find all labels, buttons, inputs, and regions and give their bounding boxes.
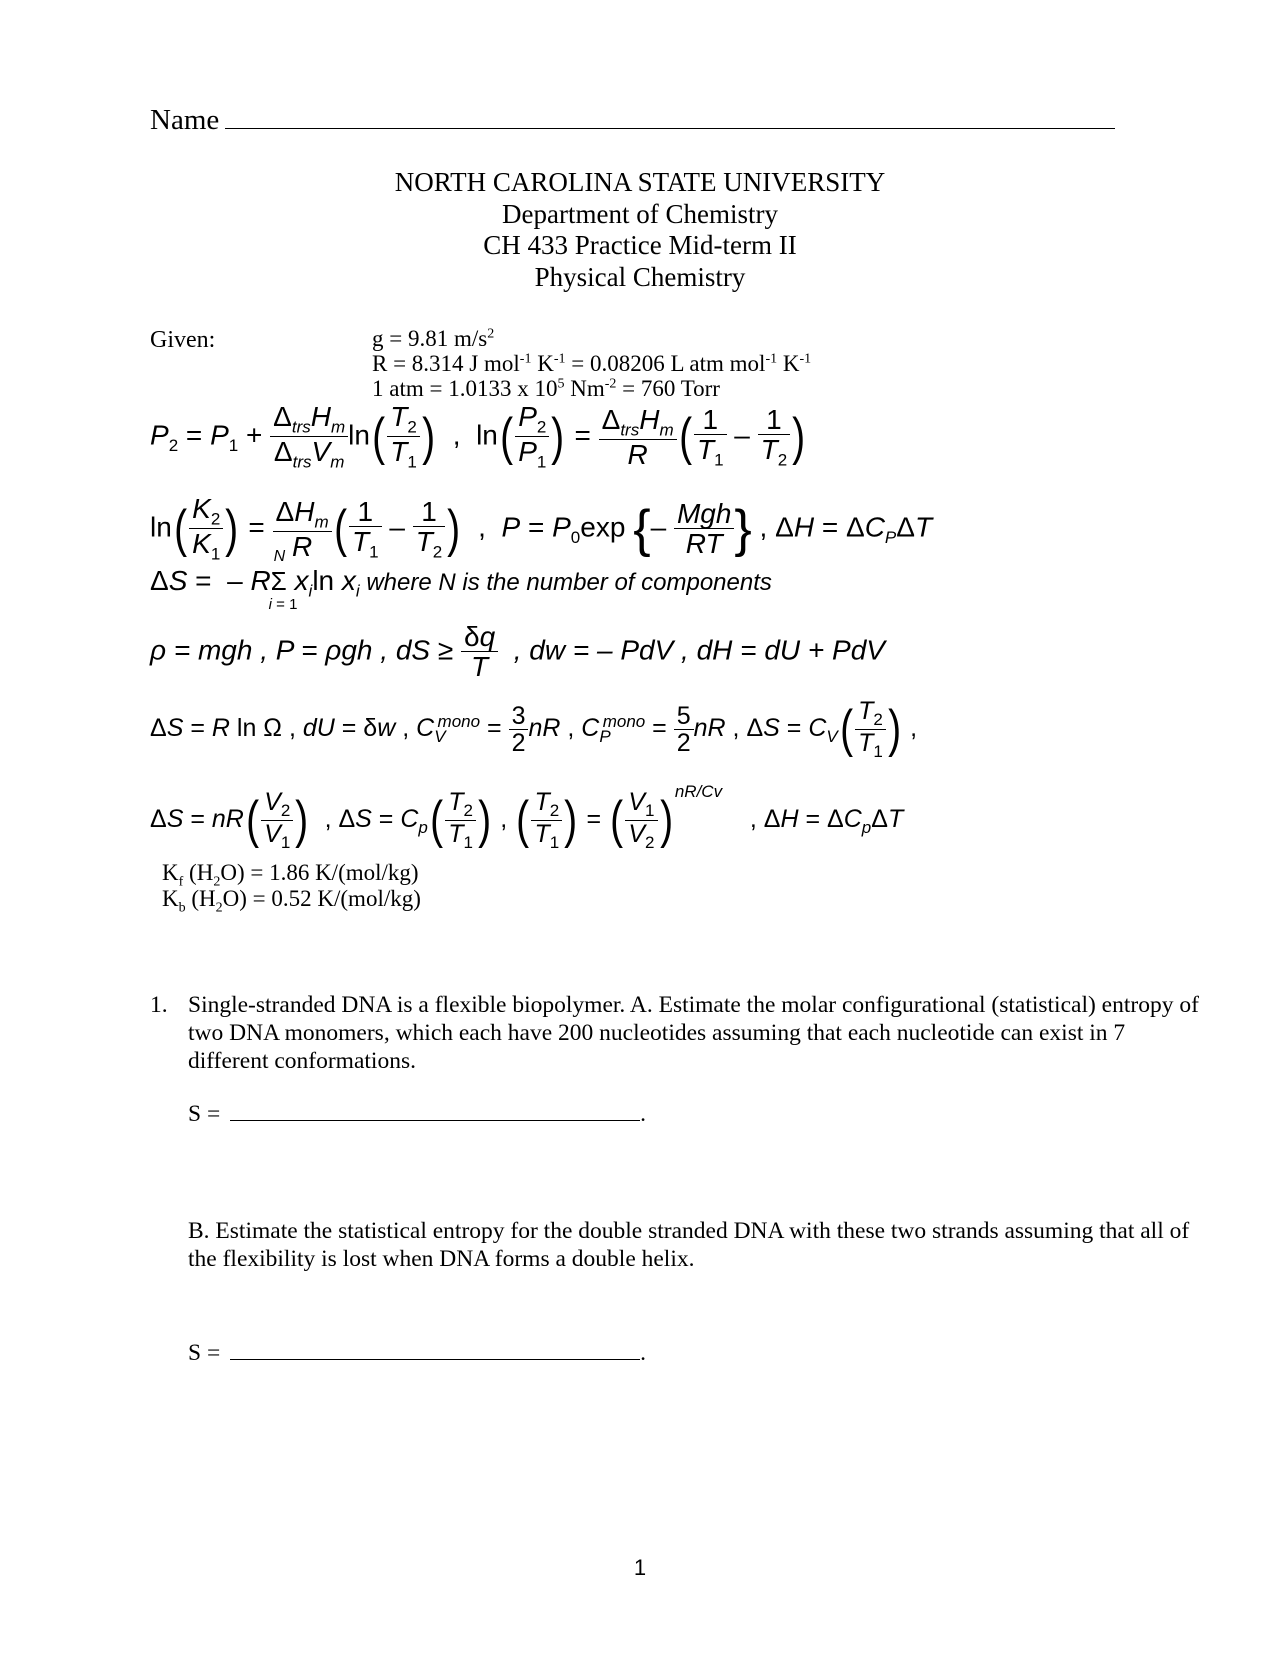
equation-mixing-entropy: ΔS = – R N Σ i = 1 $x_i\ln$ $x_i$ where N is the number of components xyxy=(150,548,772,613)
subject-title: Physical Chemistry xyxy=(534,262,746,292)
answer-b-label: S = xyxy=(188,1340,227,1366)
equation-pressure-entropy: ρ = mgh , P = ρgh , dS ≥ $\frac{\delta q}{T}$ , dw = – PdV , dH = dU + PdV xyxy=(150,621,885,683)
page-number: 1 xyxy=(633,1555,647,1580)
given-atm: 1 atm = 1.0133 x $10^5$ $Nm^{-2} = 760$ Torr xyxy=(372,376,720,401)
answer-a: S = . xyxy=(188,1101,646,1127)
question-1-text: Single-stranded DNA is a flexible biopolymer. A. Estimate the molar configurational (statistical) entropy of two DNA monomers, which each have 200 nucleotides assuming that each nucleotide can exist in 7 different conformations. xyxy=(188,992,1199,1074)
question-1-part-b: B. Estimate the statistical entropy for the double stranded DNA with these two strands assuming that all of the flexibility is lost when DNA forms a double helix. xyxy=(188,1218,1190,1272)
department-title: Department of Chemistry xyxy=(502,199,778,229)
answer-a-blank[interactable] xyxy=(230,1102,640,1121)
equation-clapeyron: $P_2 = P_1$ + $\frac{\Delta_{trs}H_m}{\Delta_{trs}V_m}$ ln( $\frac{T_2}{T_1}$ ) , ln( $\frac{P_2}{P_1}$ ) = $\frac{\Delta_{trs}H_m}{R}$ ( $\frac{1}{T_1}$ – $\frac{1}{T_2}$ ) xyxy=(150,401,806,473)
given-gas-constant: R = 8.314 J mol$^{-1}$ $K^{-1} = 0.08206$ L atm mol$^{-1}$ $K^{-1}$ xyxy=(372,351,812,376)
name-label: Name xyxy=(150,104,220,136)
course-title: CH 433 Practice Mid-term II xyxy=(483,230,797,260)
equation-vant-hoff: ln( $\frac{K_2}{K_1}$ ) = $\frac{\Delta H_m}{R}$ ( $\frac{1}{T_1}$ – $\frac{1}{T_2}$ ) , $P = P_0\exp$ {– $\frac{\text{Mgh}}{RT}$ } , $\Delta H = \Delta C_P\Delta T$ xyxy=(150,493,933,565)
given-gravity: g = 9.81 $m/s^2$ xyxy=(372,326,495,351)
equation-heat-capacities: ΔS = R ln Ω , dU = δw , $C_V^{mono}$ = $\frac{3}{2}$ nR , $C_P^{mono}$ = $\frac{5}{2}$ nR , $\Delta S = C_V$( $\frac{T_2}{T_1}$ ) , xyxy=(150,697,918,761)
question-number: 1. xyxy=(150,992,168,1018)
name-field xyxy=(150,104,1115,137)
answer-b: S = . xyxy=(188,1340,646,1366)
name-blank-line[interactable] xyxy=(225,106,1115,129)
answer-a-label: S = xyxy=(188,1101,227,1127)
constant-kf: $K_f$ $(H_2O) = 1.86$ K/(mol/kg) xyxy=(162,860,419,890)
constant-kb: $K_b$ $(H_2O) = 0.52$ K/(mol/kg) xyxy=(162,886,421,916)
question-1 xyxy=(150,991,1210,1075)
components-note: where N is the number of components xyxy=(359,569,772,596)
equation-adiabatic: ΔS = nR( $\frac{V_2}{V_1}$ ) , $\Delta S = C_p$( $\frac{T_2}{T_1}$ ) , ( $\frac{T_2}{T_1}$ ) = ( $\frac{V_1}{V_2}$ ) $^{nR/Cv}$ , $\Delta H = \Delta C_p\Delta T$ xyxy=(150,782,904,852)
university-title: NORTH CAROLINA STATE UNIVERSITY xyxy=(394,167,886,197)
given-label: Given: xyxy=(150,327,216,353)
answer-b-blank[interactable] xyxy=(230,1341,640,1360)
